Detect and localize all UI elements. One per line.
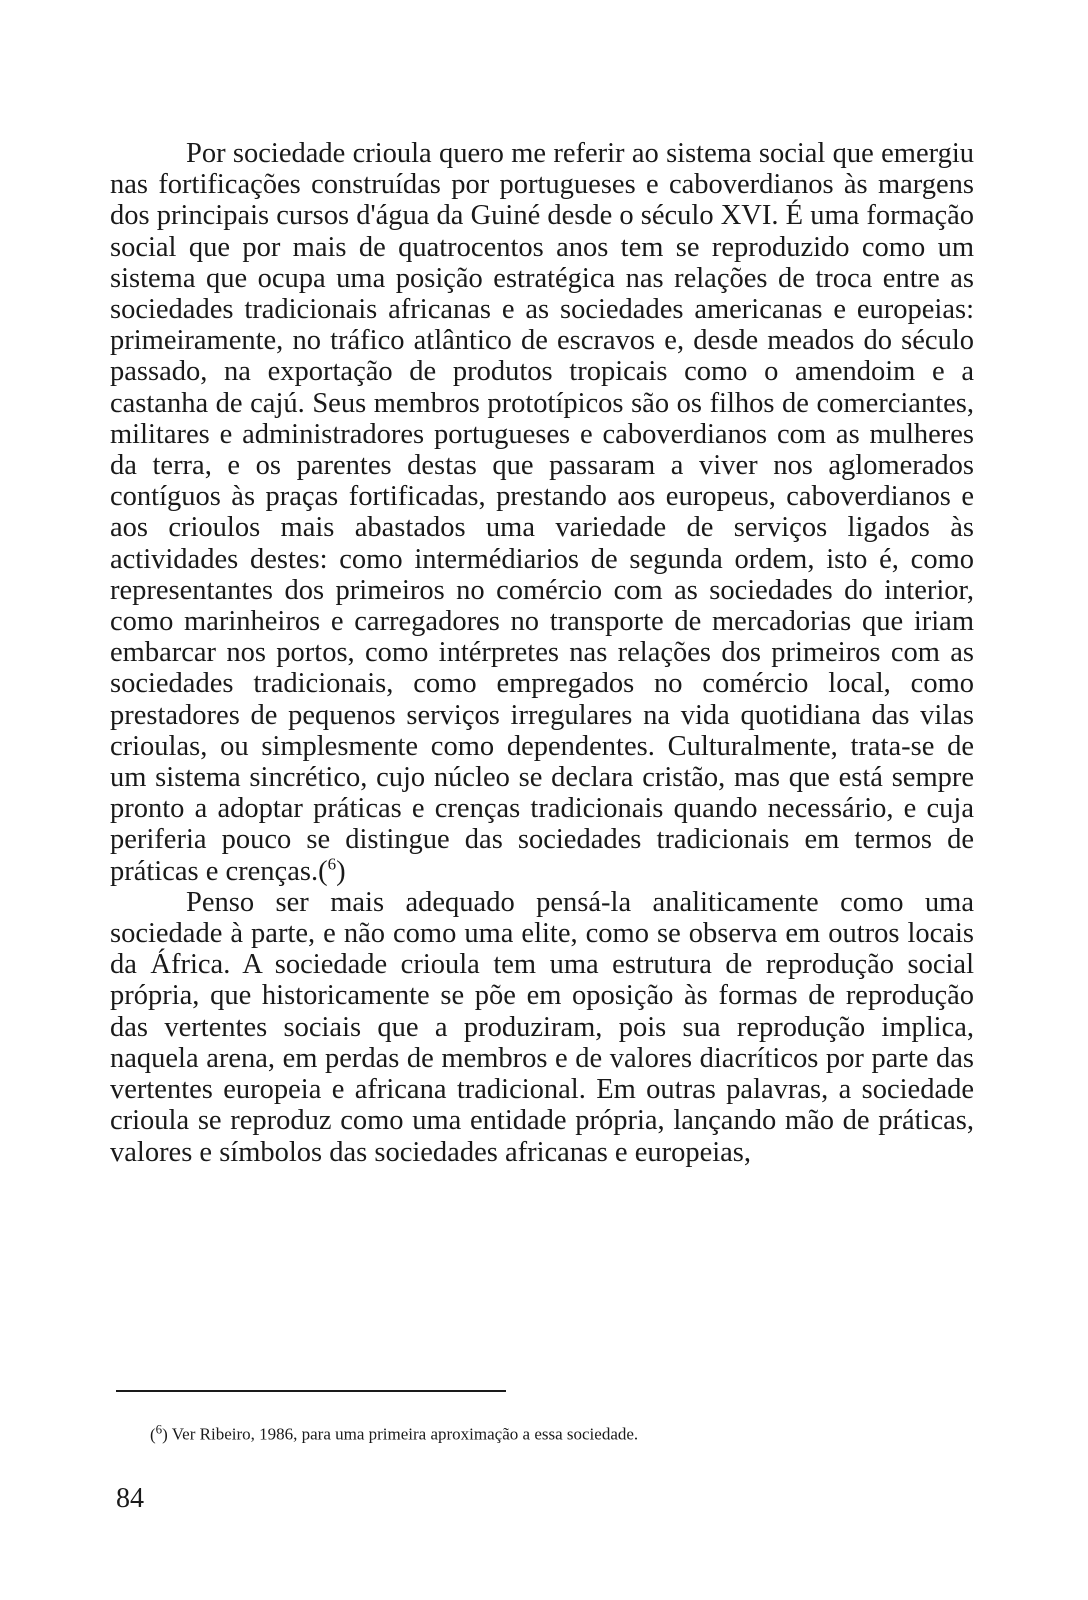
footnote-reference: 6 [327, 854, 337, 874]
footnote-mark-close: ) [162, 1424, 168, 1444]
footnote-divider [116, 1390, 506, 1392]
footnote-text: Ver Ribeiro, 1986, para uma primeira aproximação a essa sociedade. [167, 1424, 639, 1444]
footnote-mark-number: 6 [155, 1421, 163, 1436]
footnote [150, 1418, 950, 1446]
footnote-reference-close: ) [336, 855, 346, 887]
page-body [110, 138, 974, 1168]
footnote-mark-open: ( [150, 1424, 156, 1444]
paragraph-2: Penso ser mais adequado pensá-la analiticamente como uma sociedade à parte, e não como uma elite, como se observa em outros locais da África. A sociedade crioula tem uma estrutura de reprodução social própria, que historicamente se põe em oposição às formas de reprodução das vertentes sociais que a produziram, pois sua reprodução implica, naquela arena, em perdas de membros e de valores diacríticos por parte das vertentes europeia e africana tradicional. Em outras palavras, a sociedade crioula se reproduz como uma entidade própria, lançando mão de práticas, valores e símbolos das sociedades africanas e europeias, [110, 886, 974, 1168]
paragraph-1-text: Por sociedade crioula quero me referir ao sistema social que emergiu nas fortificações construídas por portugueses e caboverdianos às margens dos principais cursos d'água da Guiné desde o século XVI. É uma formação social que por mais de quatrocentos anos tem se reproduzido como um sistema que ocupa uma posição estratégica nas relações de troca entre as sociedades tradicionais africanas e as sociedades americanas e europeias: primeiramente, no tráfico atlântico de escravos e, desde meados do século passado, na exportação de produtos tropicais como o amendoim e a castanha de cajú. Seus membros prototípicos são os filhos de comerciantes, militares e administradores portugueses e caboverdianos com as mulheres da terra, e os parentes destas que passaram a viver nos aglomerados contíguos às praças fortificadas, prestando aos europeus, caboverdianos e aos crioulos mais abastados uma variedade de serviços ligados às actividades destes: como intermédiarios de segunda ordem, isto é, como representantes dos primeiros no comércio com as sociedades do interior, como marinheiros e carregadores no transporte de mercadorias que iriam embarcar nos portos, como intérpretes nas relações dos primeiros com as sociedades tradicionais, como empregados no comércio local, como prestadores de pequenos serviços irregulares na vida quotidiana das vilas crioulas, ou simplesmente como dependentes. Culturalmente, trata-se de um sistema sincrético, cujo núcleo se declara cristão, mas que está sempre pronto a adoptar práticas e crenças tradicionais quando necessário, e cuja periferia pouco se distingue das sociedades tradicionais em termos de práticas e crenças.( [110, 138, 974, 887]
footnote-mark [150, 1421, 168, 1444]
paragraph-1 [110, 138, 974, 887]
page-number: 84 [116, 1483, 144, 1514]
